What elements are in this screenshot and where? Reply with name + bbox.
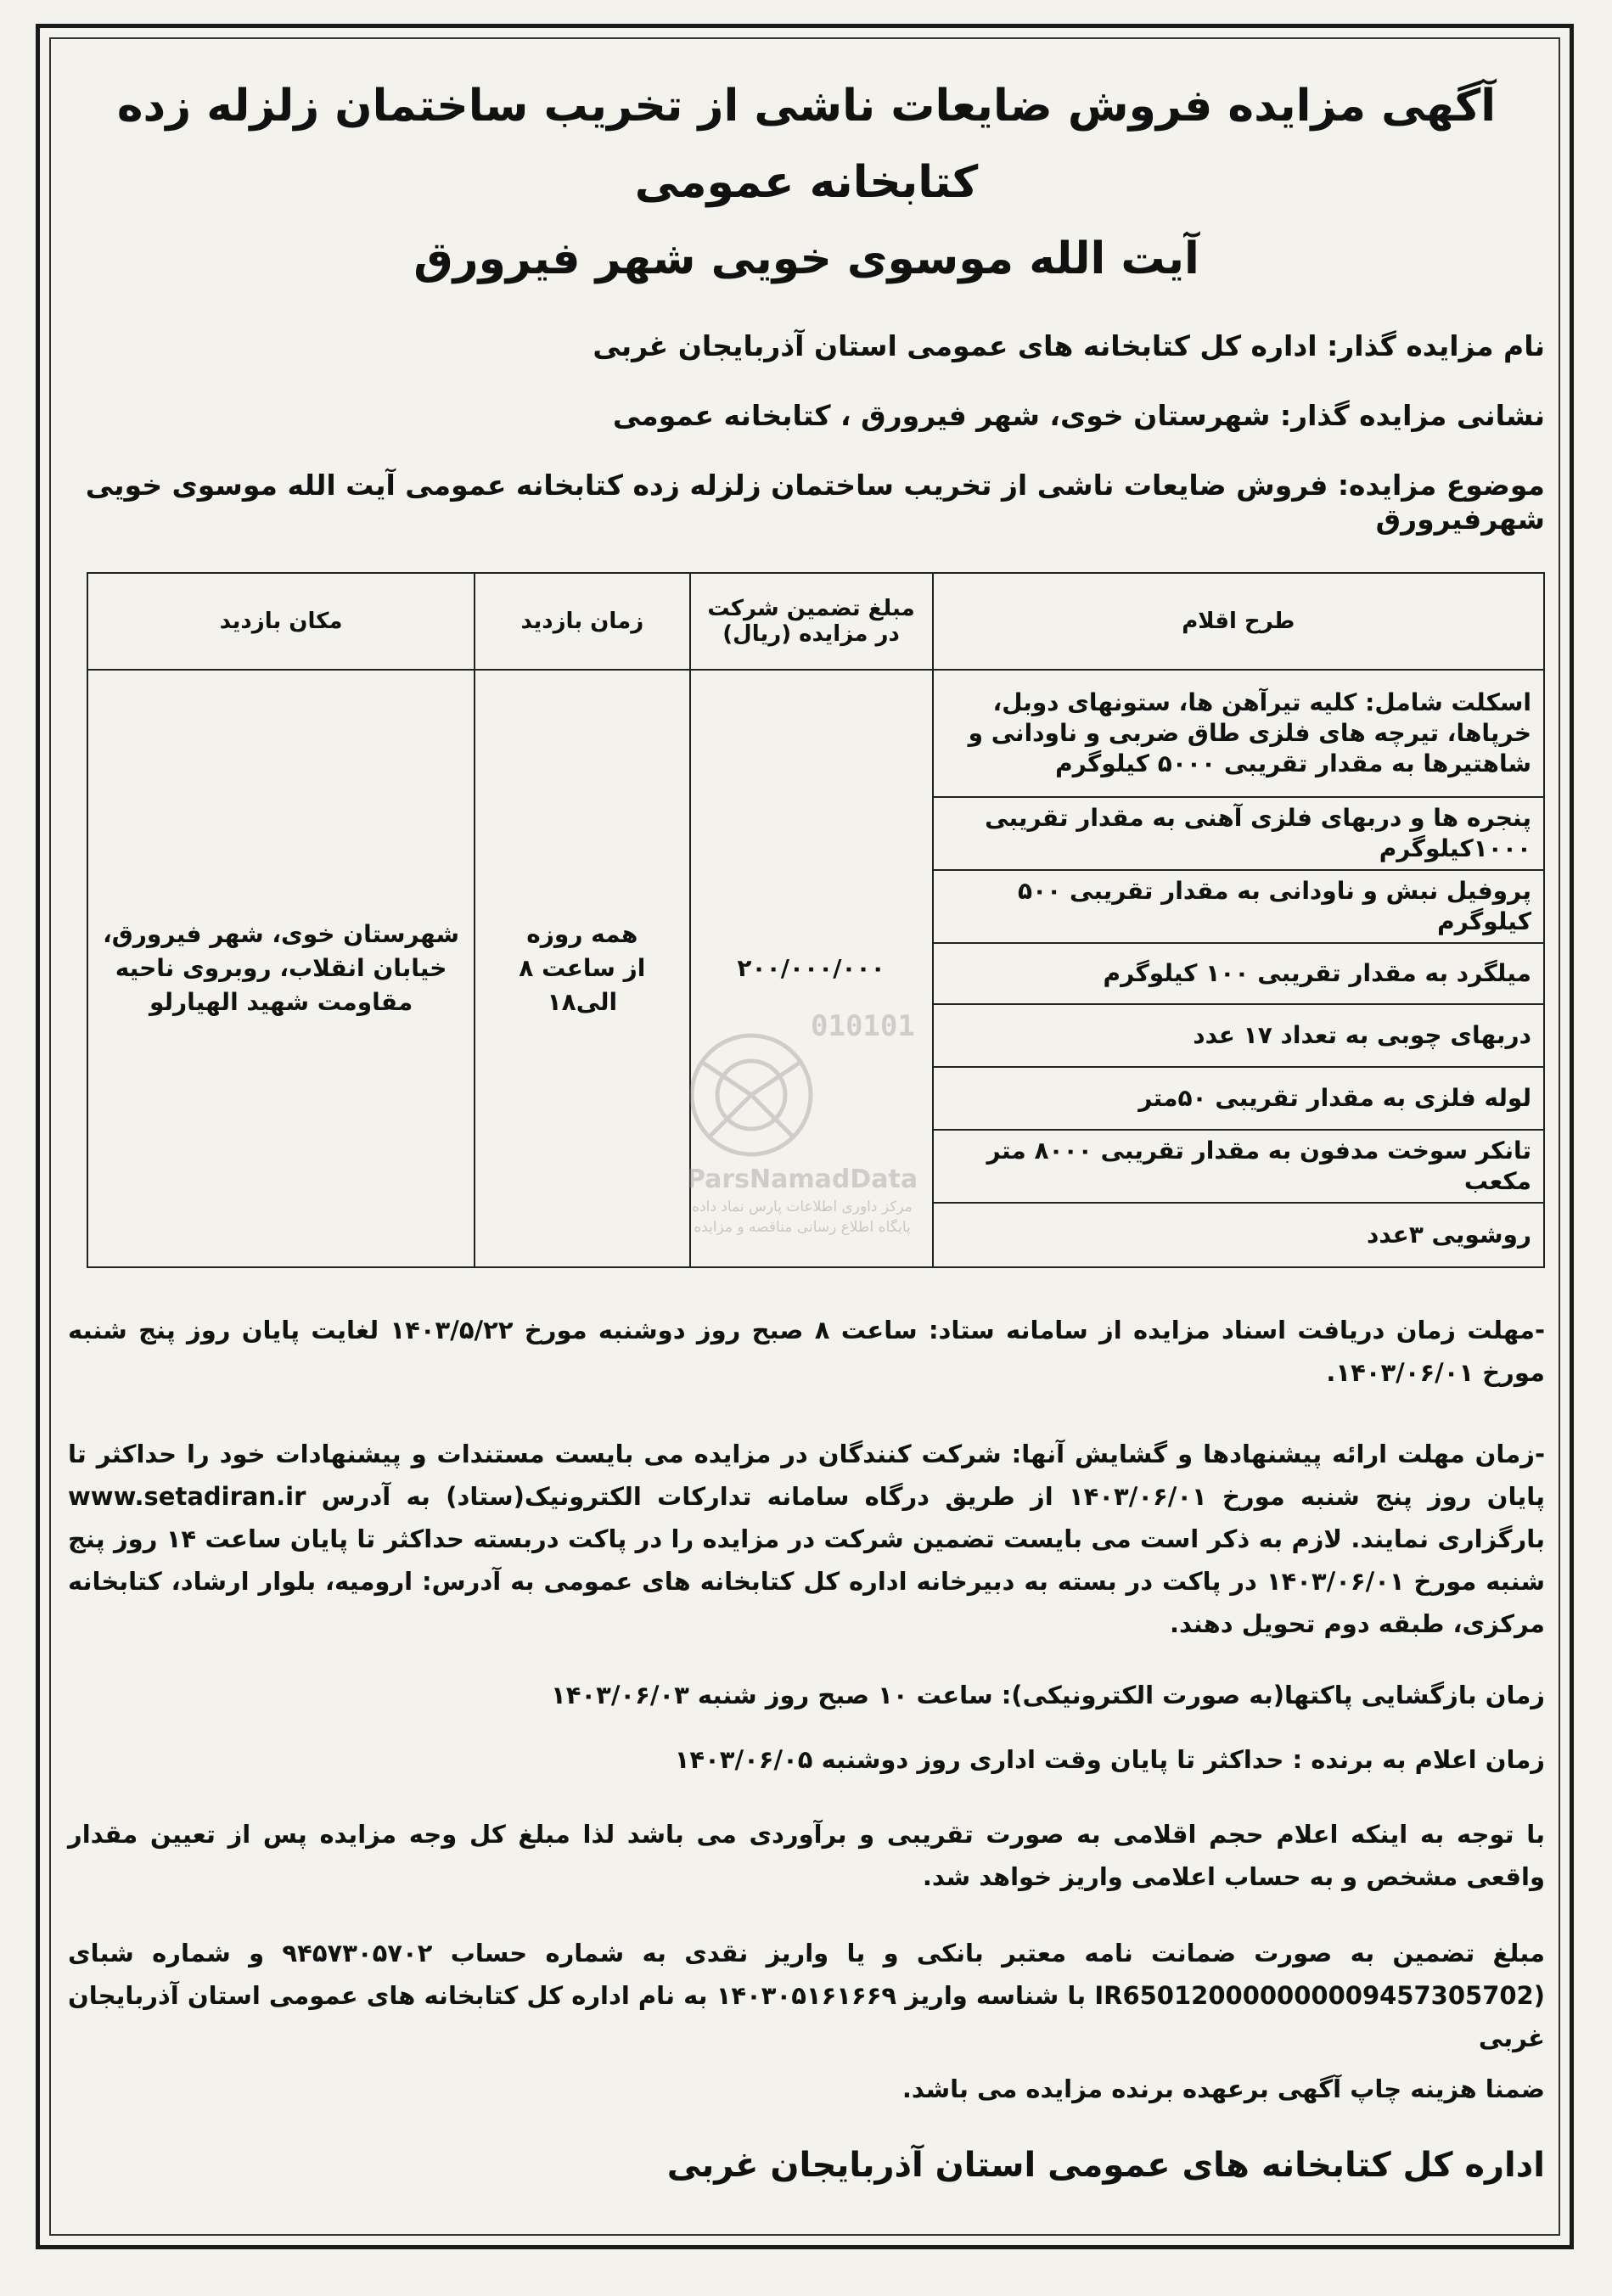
watermark-brand: ParsNamadData	[686, 1165, 918, 1194]
table-row	[87, 670, 1544, 797]
volume-note: با توجه به اینکه اعلام حجم اقلامی به صورت تقریبی و برآوردی می باشد لذا مبلغ کل وجه مزایده پس از تعیین مقدار واقعی مشخص و به حساب اعلامی واریز خواهد شد.	[68, 1820, 1545, 1891]
opening-time: زمان بازگشایی پاکتها(به صورت الکترونیکی): ساعت ۱۰ صبح روز شنبه ۱۴۰۳/۰۶/۰۳	[551, 1681, 1545, 1709]
item-cell: دربهای چوبی به تعداد ۱۷ عدد	[933, 1004, 1544, 1067]
auction-subject: موضوع مزایده: فروش ضایعات ناشی از تخریب ساختمان زلزله زده کتابخانه عمومی آیت الله موسوی خویی شهرفیرورق	[85, 469, 1545, 536]
watermark-subtitle-1: مرکز داوری اطلاعات پارس نماد داده	[692, 1199, 913, 1215]
watermark-logo-icon	[649, 1002, 955, 1171]
item-cell: روشویی ۳عدد	[933, 1203, 1544, 1267]
submission-deadline: -زمان مهلت ارائه پیشنهادها و گشایش آنها: شرکت کنندگان در مزایده می بایست مستندات و پیشنهادات خود را حداکثر تا پایان روز پنج شنبه مورخ ۱۴۰۳/۰۶/۰۱ از طریق درگاه سامانه تدارکات الکترونیک(ستاد) به آدرس www.setadiran.ir بارگزاری نمایند. لازم به ذکر است می بایست تضمین شرکت در مزایده را در پاکت دربسته حداکثر تا پایان ساعت ۱۴ روز پنج شنبه مورخ ۱۴۰۳/۰۶/۰۱ در پاکت در بسته به دبیرخانه اداره کل کتابخانه های عمومی به آدرس: ارومیه، بلوار ارشاد، کتابخانه مرکزی، طبقه دوم تحویل دهند.	[68, 1440, 1545, 1638]
visit-place: شهرستان خوی، شهر فیرورق، خیابان انقلاب، روبروی ناحیه مقاومت شهید الهیارلو	[87, 670, 475, 1267]
guarantee-amount: ۲۰۰/۰۰۰/۰۰۰	[690, 670, 933, 1267]
header-visit-place: مکان بازدید	[87, 573, 475, 670]
parsnamaddata-watermark	[649, 1002, 955, 1236]
visit-time-days: همه روزه	[526, 920, 638, 948]
header-visit-time: زمان بازدید	[475, 573, 689, 670]
item-cell: اسکلت شامل: کلیه تیرآهن ها، ستونهای دوبل، خرپاها، تیرچه های فلزی طاق ضربی و ناودانی و شاهتیرها به مقدار تقریبی ۵۰۰۰ کیلوگرم	[933, 670, 1544, 797]
ad-cost-note: ضمنا هزینه چاپ آگهی برعهده برنده مزایده می باشد.	[901, 2074, 1545, 2103]
watermark-digits: 010101	[811, 1009, 915, 1043]
winner-announcement: زمان اعلام به برنده : حداکثر تا پایان وقت اداری روز دوشنبه ۱۴۰۳/۰۶/۰۵	[674, 1745, 1545, 1774]
visit-time-hours: از ساعت ۸ الی۱۸	[519, 954, 646, 1016]
header-amount: مبلغ تضمین شرکت در مزایده (ریال)	[690, 573, 933, 670]
documents-deadline: -مهلت زمان دریافت اسناد مزایده از سامانه ستاد: ساعت ۸ صبح روز دوشنبه مورخ ۱۴۰۳/۵/۲۲ لغایت پایان روز پنج شنبه مورخ ۱۴۰۳/۰۶/۰۱.	[68, 1316, 1545, 1387]
item-cell: پنجره ها و دربهای فلزی آهنی به مقدار تقریبی ۱۰۰۰کیلوگرم	[933, 797, 1544, 870]
issuer-signature: اداره کل کتابخانه های عمومی استان آذربایجان غربی	[666, 2146, 1545, 2185]
header-items: طرح اقلام	[933, 573, 1544, 670]
auctioneer-address: نشانی مزایده گذار: شهرستان خوی، شهر فیرورق ، کتابخانه عمومی	[612, 399, 1545, 432]
table-header-row	[87, 573, 1544, 670]
title-line-1: آگهی مزایده فروش ضایعات ناشی از تخریب ساختمان زلزله زده کتابخانه عمومی	[116, 81, 1497, 208]
item-cell: لوله فلزی به مقدار تقریبی ۵۰متر	[933, 1067, 1544, 1130]
item-cell: تانکر سوخت مدفون به مقدار تقریبی ۸۰۰۰ متر مکعب	[933, 1130, 1544, 1203]
item-cell: میلگرد به مقدار تقریبی ۱۰۰ کیلوگرم	[933, 943, 1544, 1004]
guarantee-terms: مبلغ تضمین به صورت ضمانت نامه معتبر بانکی و یا واریز نقدی به شماره حساب ۹۴۵۷۳۰۵۷۰۲ و شماره شبای (IR650120000000009457305702 با شناسه واریز ۱۴۰۳۰۵۱۶۱۶۶۹ به نام اداره کل کتابخانه های عمومی استان آذربایجان غربی	[68, 1939, 1545, 2052]
item-cell: پروفیل نبش و ناودانی به مقدار تقریبی ۵۰۰ کیلوگرم	[933, 870, 1544, 943]
watermark-subtitle-2: پایگاه اطلاع رسانی مناقصه و مزایده	[694, 1219, 911, 1236]
document-title	[68, 68, 1545, 297]
auctioneer-name: نام مزایده گذار: اداره کل کتابخانه های عمومی استان آذربایجان غربی	[593, 329, 1545, 362]
title-line-2: آیت الله موسوی خویی شهر فیرورق	[413, 233, 1199, 284]
